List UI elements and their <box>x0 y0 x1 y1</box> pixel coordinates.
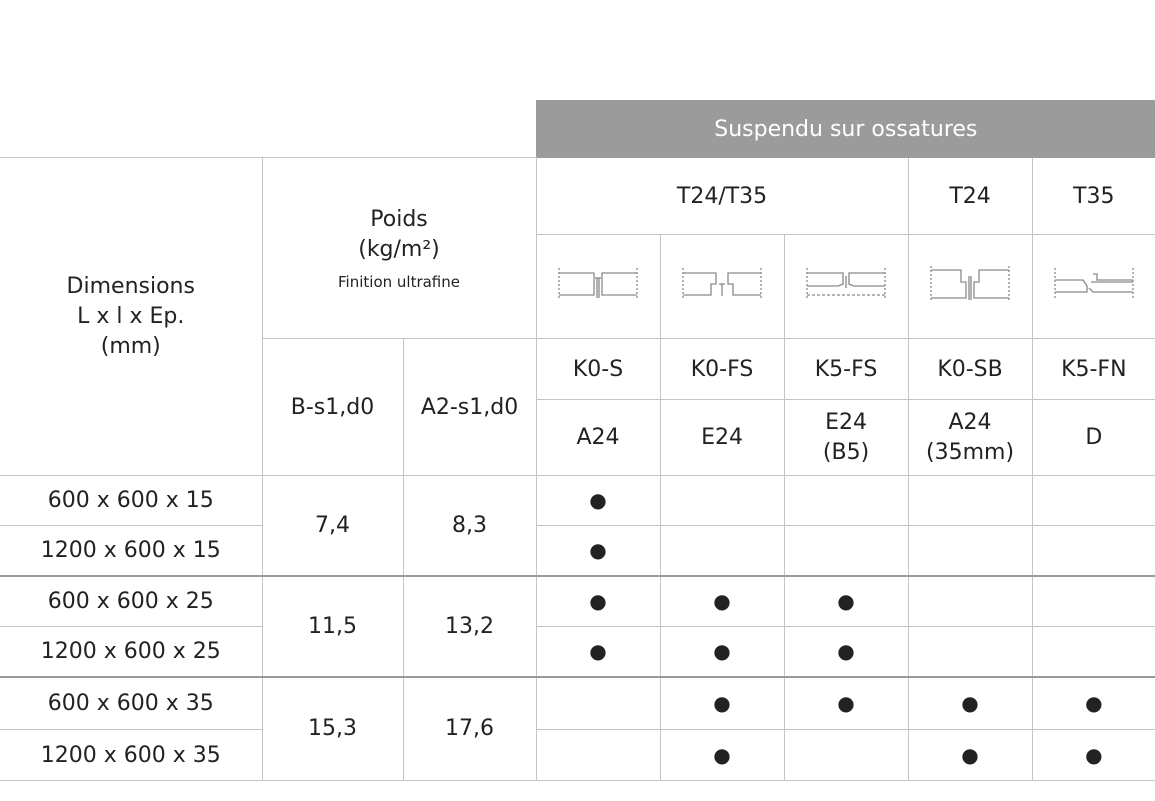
edge-type-line: E24 <box>825 409 867 435</box>
compatibility-cell <box>908 627 1032 677</box>
mounting-banner: Suspendu sur ossatures <box>536 101 1155 158</box>
compatibility-cell <box>784 730 908 781</box>
compatibility-cell <box>536 627 660 677</box>
edge-type <box>908 400 1032 476</box>
edge-type <box>536 400 660 476</box>
compatibility-bullet: ● <box>589 638 607 663</box>
group-header-t24-t35: T24/T35 <box>536 158 908 235</box>
dimensions-header-line: Dimensions <box>66 273 195 299</box>
compatibility-cell <box>784 526 908 576</box>
weight-b-s1-cell: 11,5 <box>262 576 403 677</box>
edge-type <box>784 400 908 476</box>
weight-a2-s1-cell: 17,6 <box>403 677 536 781</box>
weight-b-s1-cell: 15,3 <box>262 677 403 781</box>
table-row <box>0 526 1155 576</box>
dimension-cell: 600 x 600 x 35 <box>0 677 262 730</box>
edge-type-line: (35mm) <box>926 439 1015 465</box>
edge-code: K5-FN <box>1032 339 1155 400</box>
compatibility-cell <box>784 677 908 730</box>
compatibility-cell <box>908 677 1032 730</box>
edge-type-line: A24 <box>576 424 620 450</box>
compatibility-bullet: ● <box>837 588 855 613</box>
compatibility-cell <box>784 627 908 677</box>
weight-a2-s1-cell: 8,3 <box>403 476 536 576</box>
compatibility-cell <box>908 526 1032 576</box>
compatibility-bullet: ● <box>713 638 731 663</box>
compatibility-cell <box>908 576 1032 627</box>
edge-code: K5-FS <box>784 339 908 400</box>
compatibility-cell <box>660 627 784 677</box>
dimension-cell: 600 x 600 x 15 <box>0 476 262 526</box>
table-row <box>0 677 1155 730</box>
table-row <box>0 627 1155 677</box>
compatibility-cell <box>1032 476 1155 526</box>
compatibility-cell <box>660 526 784 576</box>
dimension-cell: 1200 x 600 x 15 <box>0 526 262 576</box>
compatibility-bullet: ● <box>837 638 855 663</box>
compatibility-cell <box>536 730 660 781</box>
compatibility-bullet: ● <box>837 690 855 715</box>
weight-note: Finition ultrafine <box>338 273 460 291</box>
edge-type-line: D <box>1085 424 1103 450</box>
compatibility-bullet: ● <box>589 537 607 562</box>
weight-a2-s1-cell: 13,2 <box>403 576 536 677</box>
compatibility-bullet: ● <box>589 488 607 512</box>
dimension-cell: 600 x 600 x 25 <box>0 576 262 627</box>
compatibility-cell <box>1032 730 1155 781</box>
compatibility-cell <box>660 476 784 526</box>
edge-type-line: E24 <box>701 424 743 450</box>
weight-b-s1-cell: 7,4 <box>262 476 403 576</box>
compatibility-cell <box>1032 627 1155 677</box>
weight-unit: (kg/m²) <box>358 237 440 262</box>
reaction-class-a2-s1: A2-s1,d0 <box>403 339 536 476</box>
dimensions-header <box>0 158 262 476</box>
table-row <box>0 730 1155 781</box>
compatibility-cell <box>908 730 1032 781</box>
dimensions-header-line: L x l x Ep. <box>77 303 185 329</box>
compatibility-cell <box>1032 576 1155 627</box>
edge-k5fs-icon <box>784 235 908 339</box>
compatibility-cell <box>784 576 908 627</box>
weight-header <box>262 158 536 339</box>
compatibility-cell <box>908 476 1032 526</box>
blank-corner <box>0 101 536 158</box>
compatibility-cell <box>660 576 784 627</box>
compatibility-bullet: ● <box>1085 690 1103 715</box>
edge-type-line: A24 <box>948 409 992 435</box>
compatibility-bullet: ● <box>713 742 731 767</box>
compatibility-cell <box>536 476 660 526</box>
edge-type-line: (B5) <box>822 439 870 465</box>
group-header-t24: T24 <box>908 158 1032 235</box>
weight-title: Poids <box>370 207 428 232</box>
compatibility-bullet: ● <box>589 588 607 613</box>
edge-type <box>1032 400 1155 476</box>
table-body <box>0 476 1155 781</box>
edge-k0s-icon <box>536 235 660 339</box>
table-row <box>0 476 1155 526</box>
compatibility-cell <box>1032 677 1155 730</box>
edge-type <box>660 400 784 476</box>
compatibility-cell <box>536 526 660 576</box>
compatibility-cell <box>536 576 660 627</box>
edge-k0fs-icon <box>660 235 784 339</box>
edge-code: K0-FS <box>660 339 784 400</box>
dimension-cell: 1200 x 600 x 35 <box>0 730 262 781</box>
reaction-class-b-s1: B-s1,d0 <box>262 339 403 476</box>
compatibility-bullet: ● <box>961 690 979 715</box>
table-row <box>0 576 1155 627</box>
specification-table <box>0 100 1155 781</box>
edge-k5fn-icon <box>1032 235 1155 339</box>
dimensions-header-line: (mm) <box>100 333 161 359</box>
compatibility-bullet: ● <box>713 690 731 715</box>
compatibility-bullet: ● <box>961 742 979 767</box>
compatibility-cell <box>536 677 660 730</box>
edge-code: K0-S <box>536 339 660 400</box>
compatibility-cell <box>660 677 784 730</box>
edge-code: K0-SB <box>908 339 1032 400</box>
compatibility-bullet: ● <box>1085 742 1103 767</box>
compatibility-bullet: ● <box>713 588 731 613</box>
compatibility-cell <box>1032 526 1155 576</box>
dimension-cell: 1200 x 600 x 25 <box>0 627 262 677</box>
group-header-t35: T35 <box>1032 158 1155 235</box>
compatibility-cell <box>784 476 908 526</box>
compatibility-cell <box>660 730 784 781</box>
edge-k0sb-icon <box>908 235 1032 339</box>
